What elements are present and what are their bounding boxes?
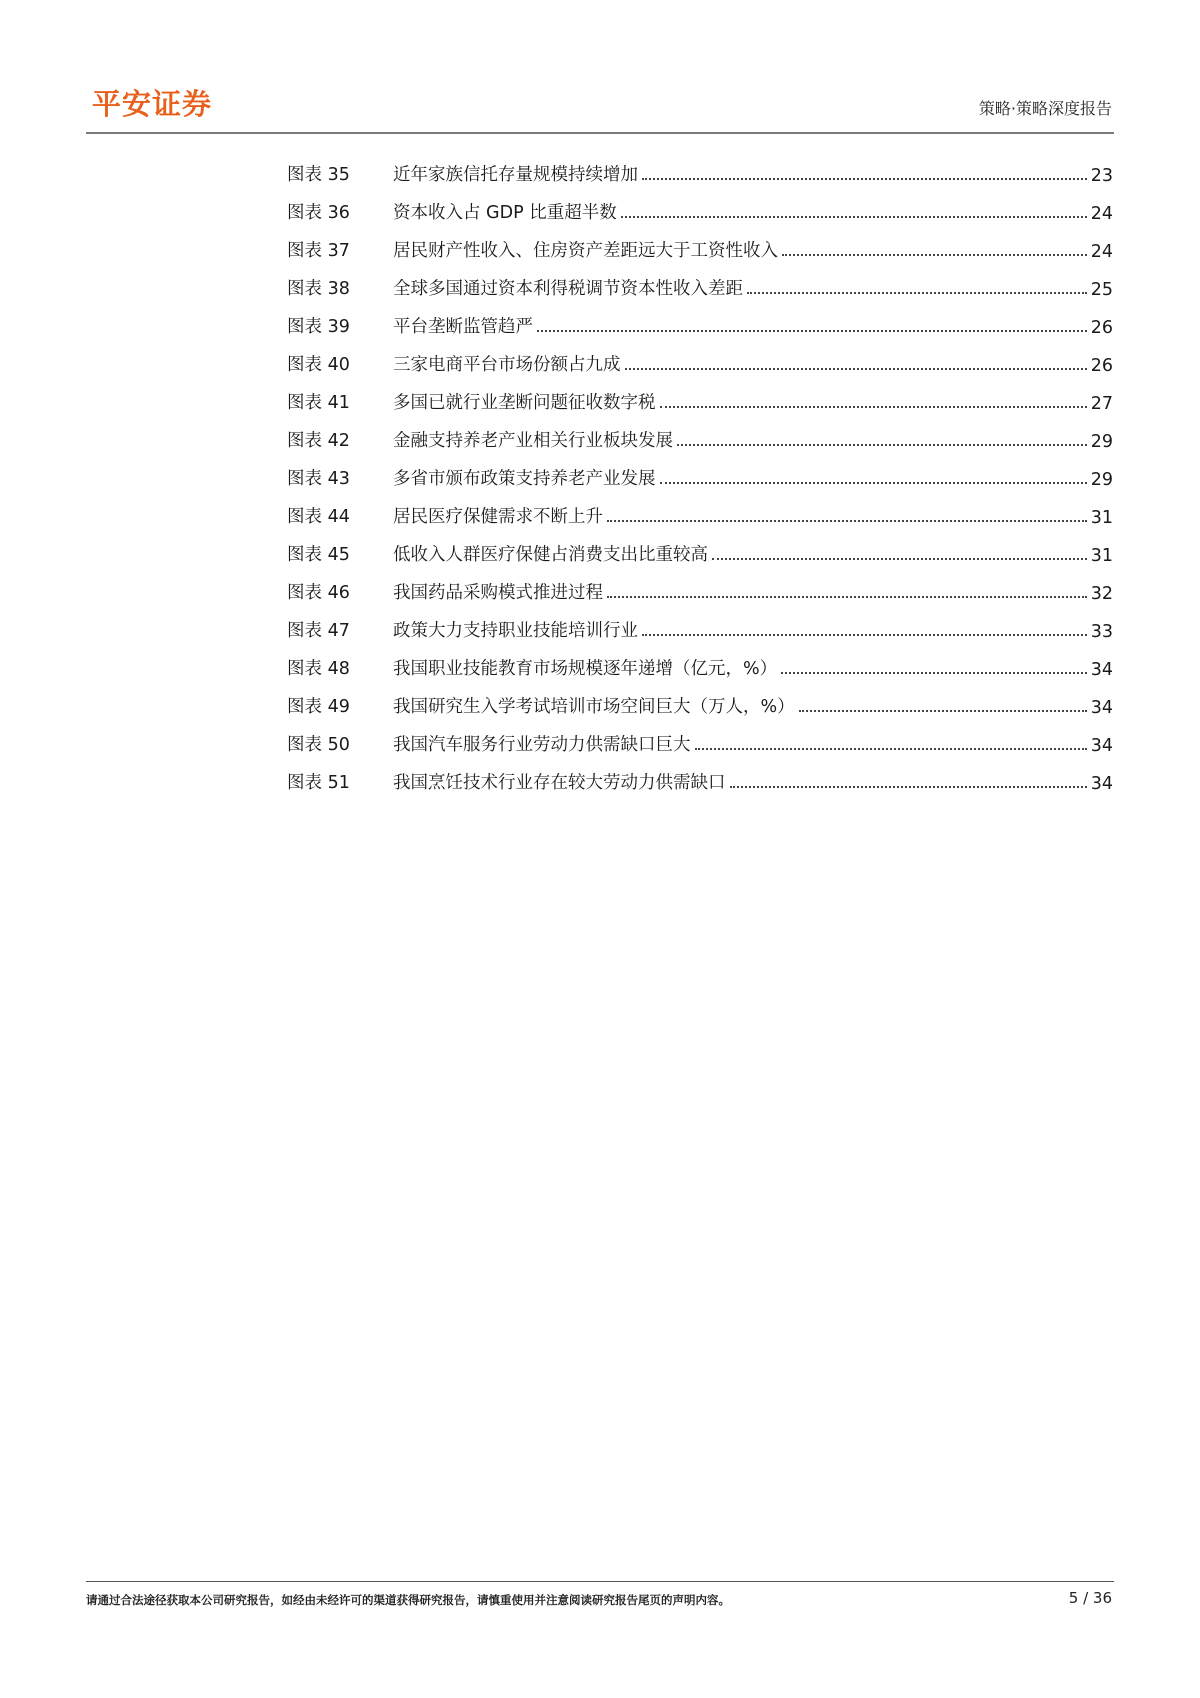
toc-entry[interactable] (287, 528, 1113, 566)
toc-entry-title: 我国烹饪技术行业存在较大劳动力供需缺口 (393, 773, 726, 793)
toc-entry-label: 图表 43 (287, 469, 350, 489)
toc-entry[interactable] (287, 376, 1113, 414)
toc-entry-label: 图表 36 (287, 203, 350, 223)
toc-entry[interactable] (287, 566, 1113, 604)
toc-entry-label: 图表 35 (287, 165, 350, 185)
toc-dot-leader (660, 482, 1087, 484)
toc-entry-title: 近年家族信托存量规模持续增加 (393, 165, 638, 185)
toc-dot-leader (607, 596, 1087, 598)
toc-entry-label: 图表 48 (287, 659, 350, 679)
toc-entry-title: 低收入人群医疗保健占消费支出比重较高 (393, 545, 708, 565)
toc-entry-label: 图表 51 (287, 773, 350, 793)
toc-entry-title: 平台垄断监管趋严 (393, 317, 533, 337)
toc-entry-page-number: 23 (1090, 166, 1113, 186)
toc-entry-title: 政策大力支持职业技能培训行业 (393, 621, 638, 641)
figure-table-of-contents (287, 148, 1113, 794)
toc-dot-leader (621, 216, 1087, 218)
toc-dot-leader (695, 748, 1087, 750)
toc-entry[interactable] (287, 452, 1113, 490)
company-logo: 平安证券 (92, 87, 213, 121)
toc-entry-page-number: 34 (1090, 698, 1113, 718)
toc-entry-page-number: 25 (1090, 280, 1113, 300)
page-header (86, 78, 1114, 134)
toc-entry-title: 居民财产性收入、住房资产差距远大于工资性收入 (393, 241, 778, 261)
toc-entry-title: 三家电商平台市场份额占九成 (393, 355, 621, 375)
toc-entry-label: 图表 41 (287, 393, 350, 413)
toc-entry-label: 图表 49 (287, 697, 350, 717)
toc-entry-page-number: 26 (1090, 356, 1113, 376)
toc-dot-leader (781, 672, 1087, 674)
toc-entry-page-number: 32 (1090, 584, 1113, 604)
toc-entry-page-number: 34 (1090, 660, 1113, 680)
toc-entry-title: 我国汽车服务行业劳动力供需缺口巨大 (393, 735, 691, 755)
toc-entry-page-number: 24 (1090, 204, 1113, 224)
toc-entry-label: 图表 47 (287, 621, 350, 641)
page-footer (86, 1581, 1114, 1612)
toc-entry[interactable] (287, 262, 1113, 300)
toc-entry-label: 图表 44 (287, 507, 350, 527)
toc-dot-leader (607, 520, 1087, 522)
toc-dot-leader (799, 710, 1087, 712)
report-type-label: 策略·策略深度报告 (978, 99, 1112, 118)
toc-dot-leader (642, 634, 1087, 636)
toc-entry-page-number: 33 (1090, 622, 1113, 642)
toc-entry-page-number: 29 (1090, 432, 1113, 452)
toc-entry-page-number: 34 (1090, 774, 1113, 794)
toc-entry[interactable] (287, 338, 1113, 376)
toc-entry-label: 图表 38 (287, 279, 350, 299)
toc-entry[interactable] (287, 642, 1113, 680)
toc-entry[interactable] (287, 680, 1113, 718)
toc-entry-label: 图表 40 (287, 355, 350, 375)
toc-entry[interactable] (287, 718, 1113, 756)
toc-dot-leader (642, 178, 1087, 180)
toc-entry[interactable] (287, 148, 1113, 186)
toc-entry-title: 居民医疗保健需求不断上升 (393, 507, 603, 527)
toc-entry-title: 多国已就行业垄断问题征收数字税 (393, 393, 656, 413)
toc-entry-page-number: 27 (1090, 394, 1113, 414)
toc-entry-title: 资本收入占 GDP 比重超半数 (393, 203, 617, 223)
toc-entry-page-number: 31 (1090, 508, 1113, 528)
toc-entry-label: 图表 39 (287, 317, 350, 337)
toc-entry-label: 图表 50 (287, 735, 350, 755)
page-number: 5 / 36 (1068, 1589, 1112, 1607)
toc-entry[interactable] (287, 756, 1113, 794)
toc-entry-page-number: 24 (1090, 242, 1113, 262)
toc-entry-label: 图表 45 (287, 545, 350, 565)
toc-dot-leader (625, 368, 1087, 370)
toc-entry-title: 金融支持养老产业相关行业板块发展 (393, 431, 673, 451)
toc-dot-leader (782, 254, 1087, 256)
toc-dot-leader (747, 292, 1087, 294)
toc-entry-page-number: 29 (1090, 470, 1113, 490)
toc-entry[interactable] (287, 300, 1113, 338)
toc-entry-page-number: 34 (1090, 736, 1113, 756)
toc-dot-leader (537, 330, 1087, 332)
toc-entry[interactable] (287, 224, 1113, 262)
toc-entry-label: 图表 42 (287, 431, 350, 451)
toc-entry-page-number: 31 (1090, 546, 1113, 566)
toc-entry[interactable] (287, 490, 1113, 528)
toc-entry-label: 图表 46 (287, 583, 350, 603)
toc-dot-leader (730, 786, 1087, 788)
toc-entry[interactable] (287, 186, 1113, 224)
toc-entry-label: 图表 37 (287, 241, 350, 261)
toc-entry-title: 我国研究生入学考试培训市场空间巨大（万人，%） (393, 697, 795, 717)
toc-entry-title: 多省市颁布政策支持养老产业发展 (393, 469, 656, 489)
toc-entry-page-number: 26 (1090, 318, 1113, 338)
toc-entry[interactable] (287, 604, 1113, 642)
toc-dot-leader (712, 558, 1087, 560)
toc-dot-leader (677, 444, 1087, 446)
toc-entry-title: 我国职业技能教育市场规模逐年递增（亿元，%） (393, 659, 778, 679)
footer-disclaimer: 请通过合法途径获取本公司研究报告，如经由未经许可的渠道获得研究报告，请慎重使用并注意阅读研究报告尾页的声明内容。 (86, 1593, 730, 1607)
toc-entry[interactable] (287, 414, 1113, 452)
toc-dot-leader (660, 406, 1087, 408)
toc-entry-title: 全球多国通过资本利得税调节资本性收入差距 (393, 279, 743, 299)
toc-entry-title: 我国药品采购模式推进过程 (393, 583, 603, 603)
